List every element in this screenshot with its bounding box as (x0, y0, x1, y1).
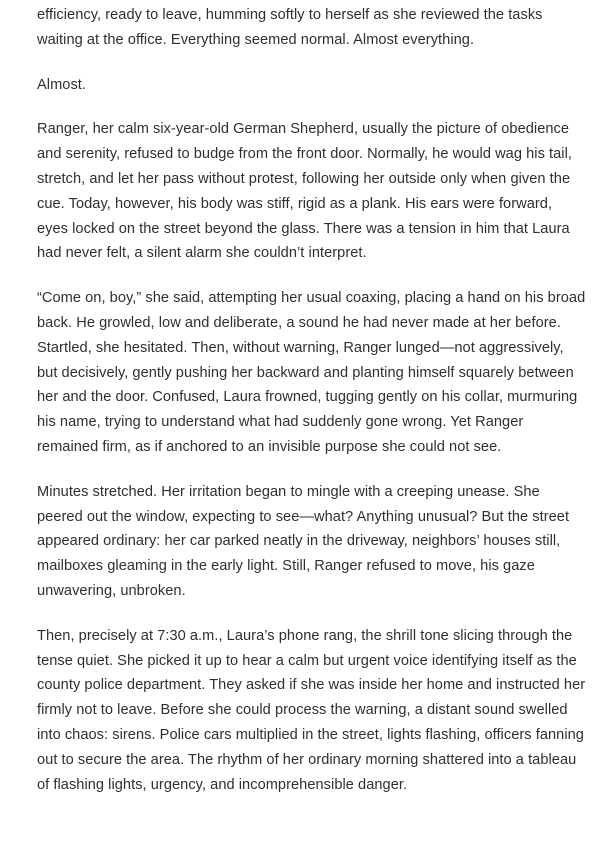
paragraph: “Come on, boy,” she said, attempting her usual coaxing, placing a hand on his broad back. He growled, low and deliberate, a sound he had never made at her before. Startled, she hesitated. Then, without warning, Ranger lunged—not aggressively, but decisively, gently pushing her backward and planting himself squarely between her and the door. Confused, Laura frowned, tugging gently on his collar, murmuring his name, trying to understand what had suddenly gone wrong. Yet Ranger remained firm, as if anchored to an invisible purpose she could not see. (37, 290, 586, 455)
paragraph: Minutes stretched. Her irritation began to mingle with a creeping unease. She peered out the window, expecting to see—what? Anything unusual? But the street appeared ordinary: her car parked neatly in the driveway, neighbors’ houses still, mailboxes gleaming in the early light. Still, Ranger refused to move, his gaze unwavering, unbroken. (37, 483, 570, 599)
paragraph: efficiency, ready to leave, humming softly to herself as she reviewed the tasks waiting at the office. Everything seemed normal. Almost everything. (37, 7, 543, 48)
paragraph: Then, precisely at 7:30 a.m., Laura’s phone rang, the shrill tone slicing through the tense quiet. She picked it up to hear a calm but urgent voice identifying itself as the county police department. They asked if she was inside her home and instructed her firmly not to leave. Before she could process the warning, a distant sound swelled into chaos: sirens. Police cars multiplied in the street, lights flashing, officers fanning out to secure the area. The rhythm of her ordinary morning shattered into a tableau of flashing lights, urgency, and incomprehensible danger. (37, 627, 586, 793)
paragraph: Ranger, her calm six-year-old German Shepherd, usually the picture of obedience and serenity, refused to budge from the front door. Normally, he would wag his tail, stretch, and let her pass without protest, following her outside only when given the cue. Today, however, his body was stiff, rigid as a plank. His ears were forward, eyes locked on the street beyond the glass. There was a tension in him that Laura had never felt, a silent alarm she couldn’t interpret. (37, 121, 572, 262)
article-body (37, 3, 586, 817)
paragraph: Almost. (37, 76, 87, 93)
